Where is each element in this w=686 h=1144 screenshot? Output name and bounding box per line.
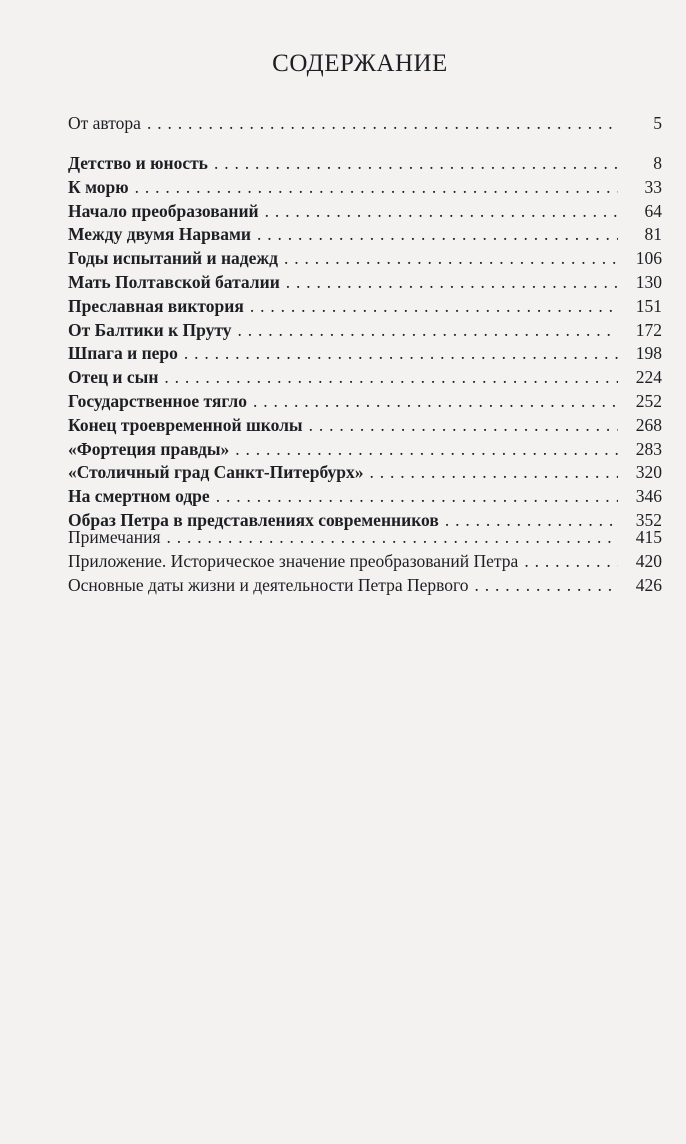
dot-leader xyxy=(257,223,618,247)
toc-entry[interactable] xyxy=(68,271,662,295)
toc-entry[interactable] xyxy=(68,366,662,390)
entry-page: 415 xyxy=(635,527,662,547)
dot-leader xyxy=(147,112,618,136)
toc-entry[interactable] xyxy=(68,574,662,598)
toc-entry[interactable] xyxy=(68,176,662,200)
dot-leader xyxy=(284,247,618,271)
entry-page: 81 xyxy=(644,224,662,245)
entry-page: 106 xyxy=(635,248,662,269)
entry-label: Детство и юность xyxy=(68,153,208,173)
toc-entry[interactable] xyxy=(68,342,662,366)
entry-page: 33 xyxy=(644,176,662,197)
entry-page: 346 xyxy=(635,486,662,507)
toc-entry[interactable] xyxy=(68,526,662,550)
entry-page: 252 xyxy=(635,390,662,411)
entry-label: Отец и сын xyxy=(68,367,159,388)
entry-page: 5 xyxy=(653,113,662,133)
page-title: СОДЕРЖАНИЕ xyxy=(272,50,448,77)
toc-entry[interactable] xyxy=(68,152,662,176)
entry-label: От Балтики к Пруту xyxy=(68,319,232,340)
entry-label: «Столичный град Санкт-Питербурх» xyxy=(68,462,364,483)
toc-appendix xyxy=(68,526,662,597)
entry-page: 8 xyxy=(653,153,662,173)
dot-leader xyxy=(238,319,618,343)
entry-label: Образ Петра в представлениях современников xyxy=(68,509,439,530)
entry-page: 64 xyxy=(644,200,662,221)
entry-page: 426 xyxy=(635,574,662,595)
dot-leader xyxy=(214,152,618,176)
dot-leader xyxy=(184,342,618,366)
entry-label: Приложение. Историческое значение преобразований Петра xyxy=(68,550,519,571)
entry-page: 151 xyxy=(635,295,662,316)
entry-label: Между двумя Нарвами xyxy=(68,224,252,245)
entry-label: Шпага и перо xyxy=(68,343,178,364)
entry-label: Основные даты жизни и деятельности Петра Первого xyxy=(68,574,469,595)
toc-entry[interactable] xyxy=(68,414,662,438)
toc-entry[interactable] xyxy=(68,550,662,574)
dot-leader xyxy=(135,176,618,200)
toc-chapters xyxy=(68,152,662,533)
dot-leader xyxy=(286,271,618,295)
toc-entry[interactable] xyxy=(68,390,662,414)
toc-entry[interactable] xyxy=(68,112,662,136)
entry-page: 352 xyxy=(635,509,662,530)
entry-label: Конец троевременной школы xyxy=(68,414,303,435)
entry-label: К морю xyxy=(68,176,129,197)
entry-label: Примечания xyxy=(68,527,161,547)
dot-leader xyxy=(235,438,618,462)
entry-label: Годы испытаний и надежд xyxy=(68,248,278,269)
entry-page: 224 xyxy=(635,367,662,388)
toc-entry[interactable] xyxy=(68,247,662,271)
entry-page: 130 xyxy=(635,271,662,292)
dot-leader xyxy=(253,390,618,414)
toc-entry[interactable] xyxy=(68,438,662,462)
dot-leader xyxy=(216,485,618,509)
entry-page: 198 xyxy=(635,343,662,364)
entry-label: Начало преобразований xyxy=(68,200,259,221)
entry-label: От автора xyxy=(68,113,141,133)
toc-entry[interactable] xyxy=(68,461,662,485)
dot-leader xyxy=(167,526,618,550)
entry-label: «Фортеция правды» xyxy=(68,438,230,459)
entry-label: Преславная виктория xyxy=(68,295,244,316)
toc-entry[interactable] xyxy=(68,223,662,247)
toc-entry[interactable] xyxy=(68,200,662,224)
dot-leader xyxy=(309,414,618,438)
entry-page: 268 xyxy=(635,414,662,435)
dot-leader xyxy=(164,366,618,390)
entry-page: 420 xyxy=(635,550,662,571)
dot-leader xyxy=(524,550,618,574)
entry-page: 283 xyxy=(635,438,662,459)
dot-leader xyxy=(475,574,618,598)
toc-entry[interactable] xyxy=(68,319,662,343)
dot-leader xyxy=(370,461,618,485)
entry-page: 172 xyxy=(635,319,662,340)
toc-entry[interactable] xyxy=(68,485,662,509)
entry-page: 320 xyxy=(635,462,662,483)
dot-leader xyxy=(250,295,618,319)
dot-leader xyxy=(265,200,618,224)
entry-label: Мать Полтавской баталии xyxy=(68,271,280,292)
toc-intro xyxy=(68,112,662,136)
toc-entry[interactable] xyxy=(68,295,662,319)
entry-label: Государственное тягло xyxy=(68,390,247,411)
entry-label: На смертном одре xyxy=(68,486,210,507)
